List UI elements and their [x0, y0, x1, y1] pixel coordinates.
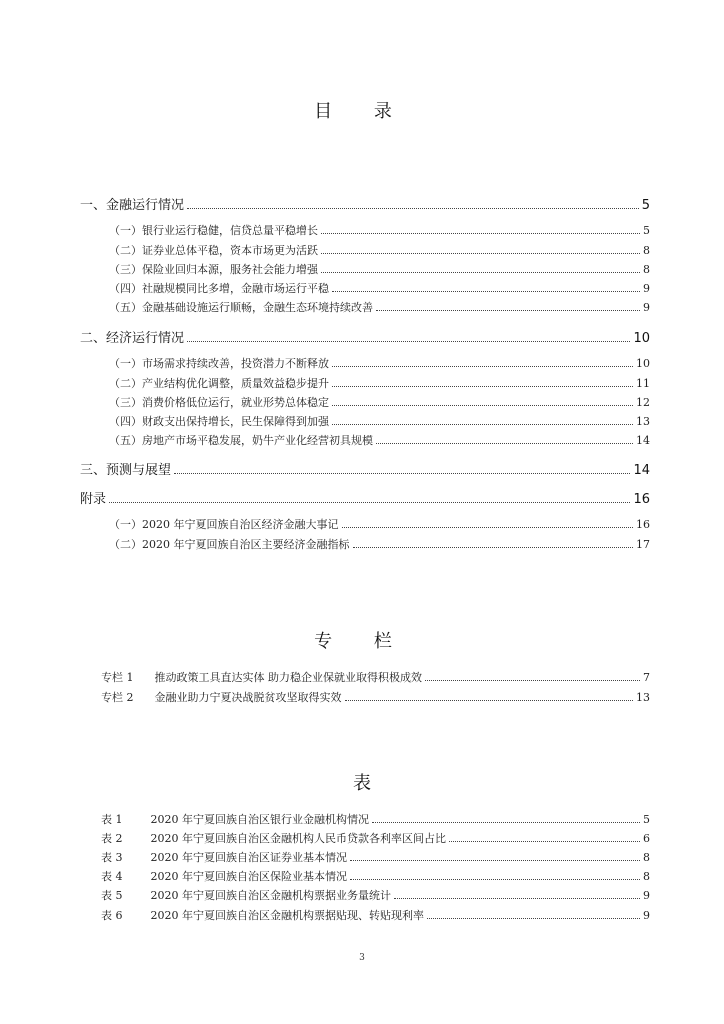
- column-item-2[interactable]: [101, 689, 650, 705]
- toc-page-number: 14: [633, 463, 650, 478]
- table-text: 2020 年宁夏回族自治区保险业基本情况: [150, 870, 347, 883]
- toc-page-number: 12: [636, 396, 650, 409]
- dot-leader: [187, 208, 639, 209]
- dot-leader: [109, 502, 630, 503]
- toc-item-1-5[interactable]: [109, 299, 650, 315]
- toc-section-label: 一、金融运行情况: [80, 198, 185, 213]
- toc-item-label: （四）社融规模同比多增，金融市场运行平稳: [109, 282, 329, 295]
- toc-item-appendix-1[interactable]: [109, 516, 650, 532]
- toc-item-2-1[interactable]: [109, 355, 650, 371]
- table-text: 2020 年宁夏回族自治区证券业基本情况: [150, 851, 347, 864]
- table-item-2[interactable]: [101, 830, 650, 846]
- dot-leader: [321, 253, 640, 254]
- column-label: 专栏 1: [101, 671, 134, 684]
- dot-leader: [394, 898, 640, 899]
- dot-leader: [187, 341, 630, 342]
- toc-page-number: 8: [643, 244, 650, 257]
- toc-page-number: 16: [636, 518, 650, 531]
- dot-leader: [345, 700, 634, 701]
- toc-item-label: （四）财政支出保持增长，民生保障得到加强: [109, 415, 329, 428]
- table-item-text-wrap: [101, 887, 391, 903]
- toc-section-3[interactable]: [80, 459, 650, 478]
- table-page-number: 6: [643, 832, 650, 845]
- dot-leader: [350, 879, 640, 880]
- table-item-5[interactable]: [101, 887, 650, 903]
- dot-leader: [332, 366, 633, 367]
- table-item-6[interactable]: [101, 907, 650, 923]
- dot-leader: [332, 424, 633, 425]
- dot-leader: [321, 233, 640, 234]
- table-item-3[interactable]: [101, 849, 650, 865]
- dot-leader: [174, 473, 630, 474]
- table-label: 表 3: [101, 851, 123, 864]
- table-label: 表 4: [101, 870, 123, 883]
- toc-item-appendix-2[interactable]: [109, 536, 650, 552]
- toc-title: 目 录: [314, 101, 410, 122]
- table-item-text-wrap: [101, 907, 424, 923]
- toc-item-label: （五）房地产市场平稳发展，奶牛产业化经营初具规模: [109, 434, 373, 447]
- dot-leader: [342, 527, 634, 528]
- table-text: 2020 年宁夏回族自治区金融机构人民币贷款各利率区间占比: [150, 832, 446, 845]
- toc-item-1-2[interactable]: [109, 242, 650, 258]
- toc-section-1[interactable]: [80, 194, 650, 213]
- toc-item-2-3[interactable]: [109, 394, 650, 410]
- toc-page-number: 13: [636, 415, 650, 428]
- toc-section-appendix[interactable]: [80, 488, 650, 507]
- column-item-text-wrap: [101, 689, 342, 705]
- table-item-1[interactable]: [101, 811, 650, 827]
- toc-page-number: 8: [643, 263, 650, 276]
- toc-section-label: 三、预测与展望: [80, 463, 172, 478]
- column-label: 专栏 2: [101, 691, 134, 704]
- dot-leader: [376, 443, 633, 444]
- dot-leader: [427, 918, 640, 919]
- table-text: 2020 年宁夏回族自治区金融机构票据贴现、转贴现利率: [150, 909, 424, 922]
- toc-item-2-4[interactable]: [109, 413, 650, 429]
- toc-section-2[interactable]: [80, 327, 650, 346]
- dot-leader: [332, 386, 633, 387]
- table-item-text-wrap: [101, 811, 369, 827]
- toc-page-number: 14: [636, 434, 650, 447]
- tables-title: 表: [353, 773, 371, 794]
- toc-item-label: （五）金融基础设施运行顺畅，金融生态环境持续改善: [109, 301, 373, 314]
- table-item-text-wrap: [101, 868, 347, 884]
- table-label: 表 6: [101, 909, 123, 922]
- table-label: 表 2: [101, 832, 123, 845]
- page-number: 3: [359, 953, 365, 963]
- toc-item-label: （三）保险业回归本源，服务社会能力增强: [109, 263, 318, 276]
- table-text: 2020 年宁夏回族自治区银行业金融机构情况: [150, 813, 369, 826]
- column-item-1[interactable]: [101, 669, 650, 685]
- dot-leader: [350, 860, 640, 861]
- table-page-number: 9: [643, 909, 650, 922]
- toc-item-label: （三）消费价格低位运行，就业形势总体稳定: [109, 396, 329, 409]
- toc-page-number: 10: [633, 331, 650, 346]
- toc-page-number: 16: [633, 492, 650, 507]
- dot-leader: [376, 310, 640, 311]
- dot-leader: [449, 841, 640, 842]
- toc-section-label: 附录: [80, 492, 107, 507]
- dot-leader: [332, 405, 633, 406]
- toc-item-label: （一）2020 年宁夏回族自治区经济金融大事记: [109, 518, 339, 531]
- table-page-number: 5: [643, 813, 650, 826]
- toc-page-number: 17: [636, 538, 650, 551]
- toc-item-1-1[interactable]: [109, 222, 650, 238]
- columns-title: 专 栏: [314, 631, 410, 652]
- column-item-text-wrap: [101, 669, 422, 685]
- column-text: 推动政策工具直达实体 助力稳企业保就业取得积极成效: [154, 671, 422, 684]
- toc-page-number: 5: [643, 224, 650, 237]
- toc-item-label: （二）产业结构优化调整，质量效益稳步提升: [109, 377, 329, 390]
- table-item-text-wrap: [101, 830, 446, 846]
- toc-section-label: 二、经济运行情况: [80, 331, 185, 346]
- toc-item-label: （一）市场需求持续改善，投资潜力不断释放: [109, 357, 329, 370]
- toc-page-number: 5: [641, 198, 650, 213]
- toc-item-2-2[interactable]: [109, 375, 650, 391]
- column-page-number: 13: [636, 691, 650, 704]
- table-item-4[interactable]: [101, 868, 650, 884]
- dot-leader: [353, 547, 634, 548]
- table-item-text-wrap: [101, 849, 347, 865]
- toc-item-label: （二）2020 年宁夏回族自治区主要经济金融指标: [109, 538, 350, 551]
- table-page-number: 8: [643, 851, 650, 864]
- toc-page-number: 9: [643, 282, 650, 295]
- dot-leader: [372, 822, 640, 823]
- dot-leader: [425, 680, 640, 681]
- toc-item-2-5[interactable]: [109, 432, 650, 448]
- toc-page-number: 10: [636, 357, 650, 370]
- dot-leader: [332, 291, 640, 292]
- table-text: 2020 年宁夏回族自治区金融机构票据业务量统计: [150, 889, 391, 902]
- toc-item-1-3[interactable]: [109, 261, 650, 277]
- toc-item-1-4[interactable]: [109, 280, 650, 296]
- toc-item-label: （二）证券业总体平稳，资本市场更为活跃: [109, 244, 318, 257]
- table-page-number: 9: [643, 889, 650, 902]
- toc-page-number: 9: [643, 301, 650, 314]
- dot-leader: [321, 272, 640, 273]
- table-page-number: 8: [643, 870, 650, 883]
- table-label: 表 5: [101, 889, 123, 902]
- table-label: 表 1: [101, 813, 123, 826]
- column-page-number: 7: [643, 671, 650, 684]
- column-text: 金融业助力宁夏决战脱贫攻坚取得实效: [154, 691, 342, 704]
- toc-item-label: （一）银行业运行稳健，信贷总量平稳增长: [109, 224, 318, 237]
- toc-page-number: 11: [636, 377, 650, 390]
